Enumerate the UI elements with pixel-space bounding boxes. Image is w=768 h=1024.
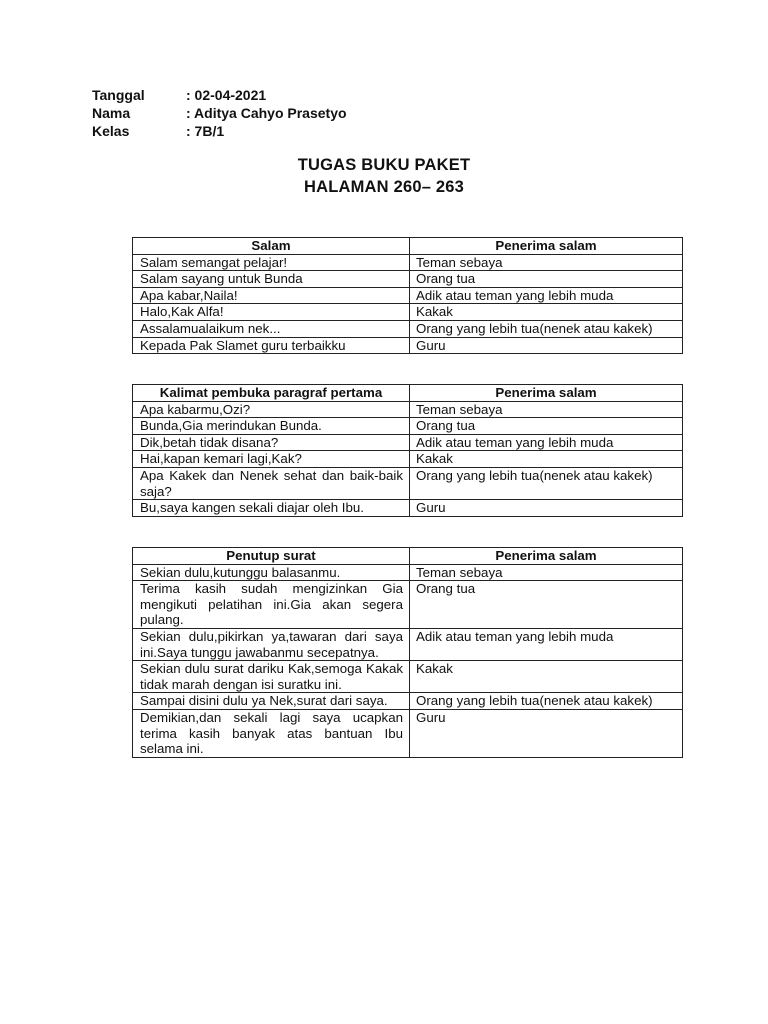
message-cell: Apa kabarmu,Ozi? bbox=[133, 401, 410, 418]
recipient-cell: Guru bbox=[410, 337, 683, 354]
message-cell: Assalamualaikum nek... bbox=[133, 320, 410, 337]
message-cell: Terima kasih sudah mengizinkan Gia mengikuti pelatihan ini.Gia akan segera pulang. bbox=[133, 581, 410, 629]
table-row bbox=[133, 628, 683, 660]
name-row bbox=[92, 104, 347, 122]
message-cell: Salam semangat pelajar! bbox=[133, 254, 410, 271]
message-cell: Halo,Kak Alfa! bbox=[133, 304, 410, 321]
table-row bbox=[133, 304, 683, 321]
message-cell: Bu,saya kangen sekali diajar oleh Ibu. bbox=[133, 500, 410, 517]
message-cell: Sampai disini dulu ya Nek,surat dari saya. bbox=[133, 693, 410, 710]
table-row bbox=[133, 451, 683, 468]
recipient-cell: Adik atau teman yang lebih muda bbox=[410, 628, 683, 660]
table-row bbox=[133, 581, 683, 629]
table-header-row bbox=[133, 238, 683, 255]
greeting-table bbox=[132, 237, 683, 354]
recipient-cell: Kakak bbox=[410, 304, 683, 321]
message-cell: Demikian,dan sekali lagi saya ucapkan terima kasih banyak atas bantuan Ibu selama ini. bbox=[133, 709, 410, 757]
table-row bbox=[133, 693, 683, 710]
recipient-cell: Guru bbox=[410, 500, 683, 517]
class-label: Kelas bbox=[92, 123, 130, 139]
recipient-cell: Kakak bbox=[410, 661, 683, 693]
message-cell: Dik,betah tidak disana? bbox=[133, 434, 410, 451]
recipient-cell: Orang tua bbox=[410, 418, 683, 435]
closing-table bbox=[132, 547, 683, 758]
name-label: Nama bbox=[92, 105, 131, 121]
table-row bbox=[133, 467, 683, 499]
table-row bbox=[133, 418, 683, 435]
title-line-1: TUGAS BUKU PAKET bbox=[297, 156, 471, 174]
column-header: Kalimat pembuka paragraf pertama bbox=[133, 385, 410, 402]
student-info bbox=[92, 86, 347, 140]
recipient-cell: Adik atau teman yang lebih muda bbox=[410, 434, 683, 451]
column-header: Penutup surat bbox=[133, 548, 410, 565]
table-header-row bbox=[133, 385, 683, 402]
title-line-2: HALAMAN 260– 263 bbox=[303, 178, 464, 196]
recipient-cell: Orang tua bbox=[410, 581, 683, 629]
column-header: Penerima salam bbox=[410, 548, 683, 565]
table-row bbox=[133, 564, 683, 581]
table-row bbox=[133, 434, 683, 451]
name-value: : Aditya Cahyo Prasetyo bbox=[186, 105, 347, 121]
recipient-cell: Teman sebaya bbox=[410, 401, 683, 418]
message-cell: Salam sayang untuk Bunda bbox=[133, 271, 410, 288]
message-cell: Apa Kakek dan Nenek sehat dan baik-baik saja? bbox=[133, 467, 410, 499]
table-row bbox=[133, 709, 683, 757]
class-value: : 7B/1 bbox=[186, 123, 225, 139]
class-row bbox=[92, 122, 347, 140]
recipient-cell: Teman sebaya bbox=[410, 254, 683, 271]
recipient-cell: Guru bbox=[410, 709, 683, 757]
recipient-cell: Teman sebaya bbox=[410, 564, 683, 581]
message-cell: Kepada Pak Slamet guru terbaikku bbox=[133, 337, 410, 354]
recipient-cell: Adik atau teman yang lebih muda bbox=[410, 287, 683, 304]
recipient-cell: Orang yang lebih tua(nenek atau kakek) bbox=[410, 467, 683, 499]
message-cell: Apa kabar,Naila! bbox=[133, 287, 410, 304]
date-value: : 02-04-2021 bbox=[186, 87, 267, 103]
table-row bbox=[133, 271, 683, 288]
message-cell: Sekian dulu,kutunggu balasanmu. bbox=[133, 564, 410, 581]
date-label: Tanggal bbox=[92, 87, 145, 103]
message-cell: Bunda,Gia merindukan Bunda. bbox=[133, 418, 410, 435]
column-header: Salam bbox=[133, 238, 410, 255]
recipient-cell: Orang yang lebih tua(nenek atau kakek) bbox=[410, 320, 683, 337]
recipient-cell: Kakak bbox=[410, 451, 683, 468]
recipient-cell: Orang yang lebih tua(nenek atau kakek) bbox=[410, 693, 683, 710]
table-row bbox=[133, 287, 683, 304]
table-row bbox=[133, 254, 683, 271]
table-row bbox=[133, 661, 683, 693]
opening-table bbox=[132, 384, 683, 517]
table-header-row bbox=[133, 548, 683, 565]
column-header: Penerima salam bbox=[410, 385, 683, 402]
column-header: Penerima salam bbox=[410, 238, 683, 255]
table-row bbox=[133, 401, 683, 418]
table-row bbox=[133, 337, 683, 354]
table-row bbox=[133, 320, 683, 337]
message-cell: Sekian dulu,pikirkan ya,tawaran dari saya ini.Saya tunggu jawabanmu secepatnya. bbox=[133, 628, 410, 660]
message-cell: Sekian dulu surat dariku Kak,semoga Kakak tidak marah dengan isi suratku ini. bbox=[133, 661, 410, 693]
table-row bbox=[133, 500, 683, 517]
recipient-cell: Orang tua bbox=[410, 271, 683, 288]
message-cell: Hai,kapan kemari lagi,Kak? bbox=[133, 451, 410, 468]
date-row bbox=[92, 86, 347, 104]
